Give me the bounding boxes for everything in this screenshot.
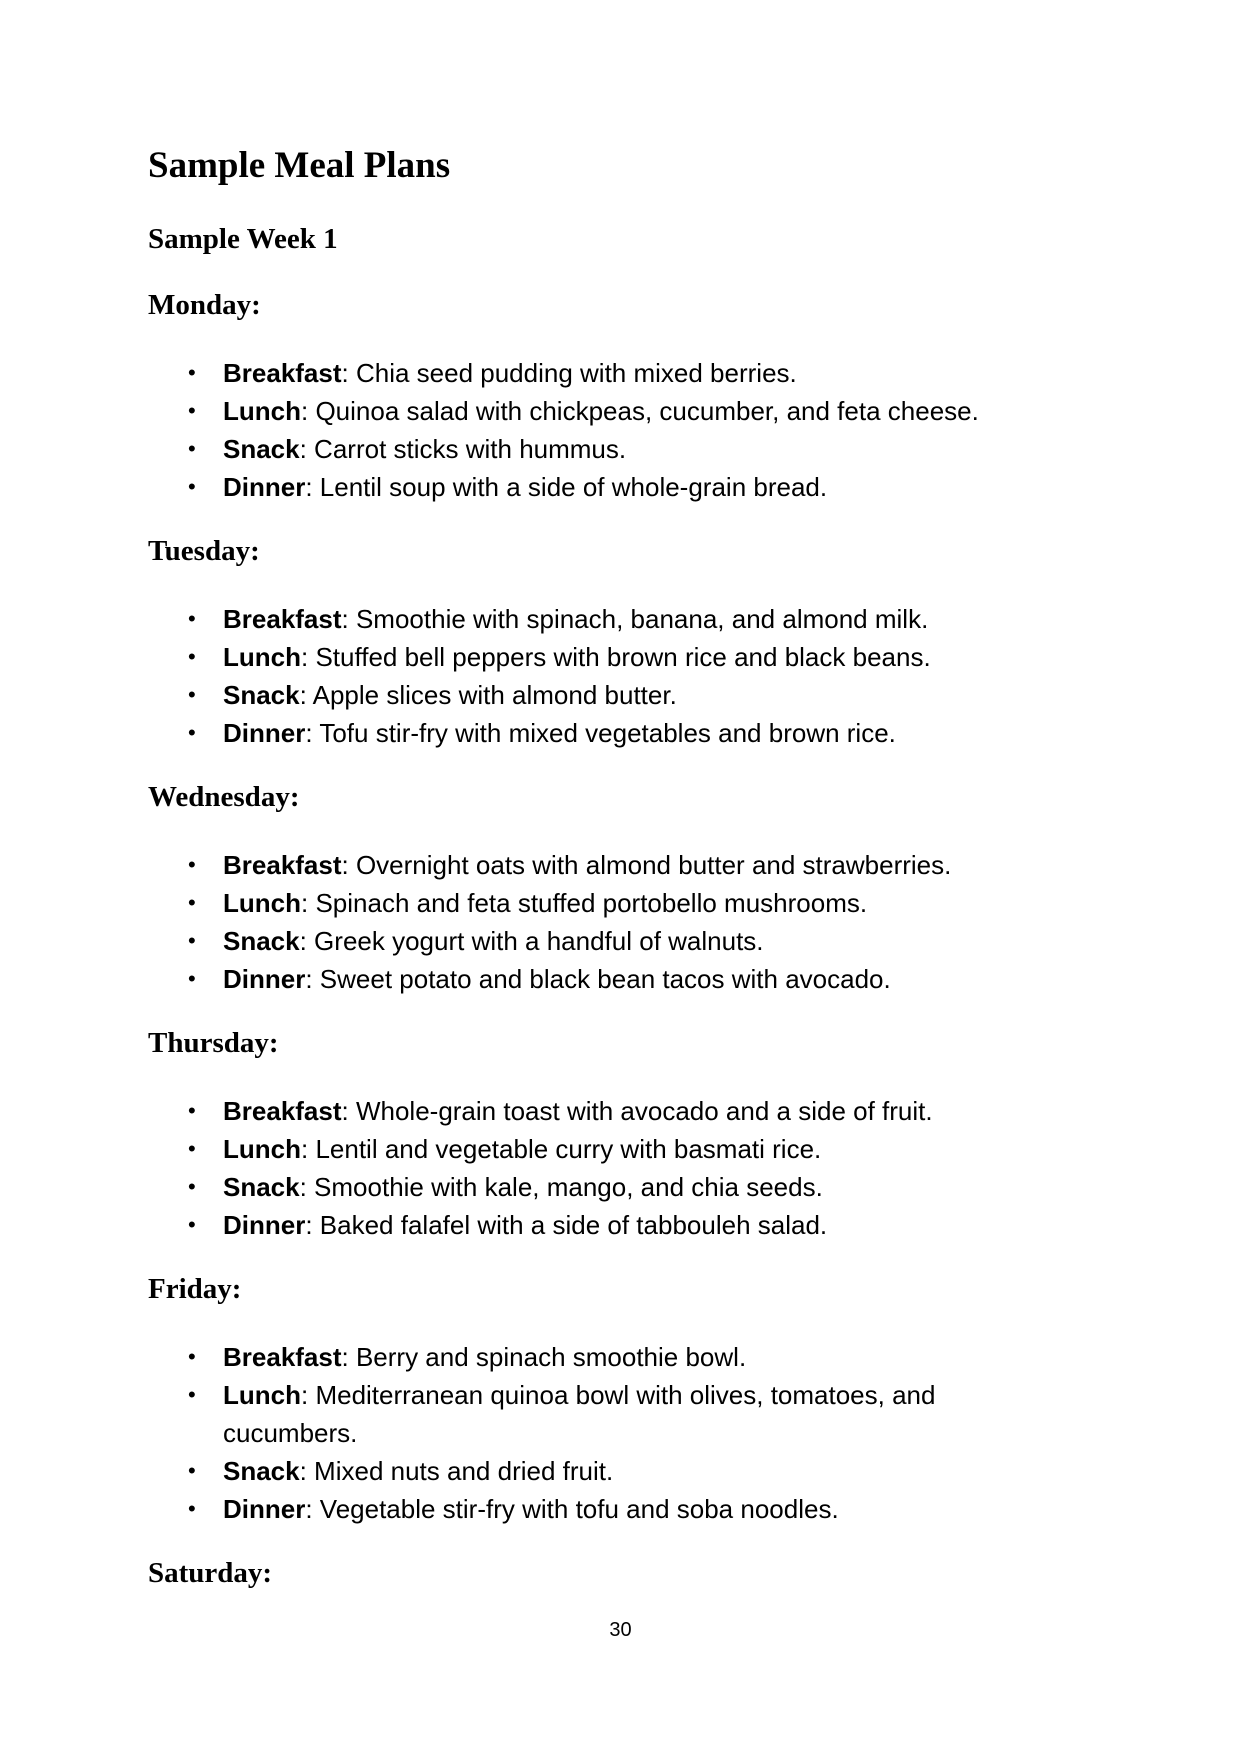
bullet-icon: • xyxy=(188,890,196,915)
list-item xyxy=(0,1206,1241,1244)
list-item xyxy=(0,354,1241,392)
bullet-icon: • xyxy=(188,852,196,877)
meal-description: : Lentil and vegetable curry with basmati rice. xyxy=(301,1134,822,1164)
day-heading-saturday: Saturday: xyxy=(148,1557,273,1589)
meal-label: Breakfast xyxy=(223,1342,342,1372)
meal-description: : Spinach and feta stuffed portobello mushrooms. xyxy=(301,888,868,918)
page-number: 30 xyxy=(609,1619,632,1641)
list-item xyxy=(0,884,1241,922)
meal-label: Snack xyxy=(223,1172,300,1202)
meal-label: Breakfast xyxy=(223,604,342,634)
meal-description: : Quinoa salad with chickpeas, cucumber, and feta cheese. xyxy=(301,396,979,426)
meal-list-friday xyxy=(0,1338,1241,1528)
meal-label: Snack xyxy=(223,434,300,464)
bullet-icon: • xyxy=(188,398,196,423)
meal-label: Dinner xyxy=(223,718,306,748)
list-item xyxy=(0,1130,1241,1168)
list-item xyxy=(0,638,1241,676)
meal-description: : Lentil soup with a side of whole-grain bread. xyxy=(305,472,828,502)
meal-label: Breakfast xyxy=(223,358,342,388)
meal-description: : Apple slices with almond butter. xyxy=(299,680,677,710)
meal-label: Snack xyxy=(223,1456,300,1486)
meal-list-monday xyxy=(0,354,1241,506)
day-heading-friday: Friday: xyxy=(148,1273,242,1305)
meal-label: Dinner xyxy=(223,964,306,994)
bullet-icon: • xyxy=(188,436,196,461)
bullet-icon: • xyxy=(188,606,196,631)
bullet-icon: • xyxy=(188,1382,196,1407)
list-item xyxy=(0,430,1241,468)
bullet-icon: • xyxy=(188,966,196,991)
meal-list-wednesday xyxy=(0,846,1241,998)
bullet-icon: • xyxy=(188,1496,196,1521)
meal-label: Breakfast xyxy=(223,1096,342,1126)
day-heading-monday: Monday: xyxy=(148,289,261,321)
meal-label: Breakfast xyxy=(223,850,342,880)
list-item xyxy=(0,1338,1241,1376)
list-item xyxy=(0,1452,1241,1490)
bullet-icon: • xyxy=(188,644,196,669)
meal-label: Snack xyxy=(223,926,300,956)
bullet-icon: • xyxy=(188,1098,196,1123)
list-item xyxy=(0,392,1241,430)
list-item xyxy=(0,600,1241,638)
meal-label: Lunch xyxy=(223,396,301,426)
meal-list-thursday xyxy=(0,1092,1241,1244)
meal-description: : Overnight oats with almond butter and strawberries. xyxy=(341,850,952,880)
meal-description: : Carrot sticks with hummus. xyxy=(299,434,627,464)
meal-description: : Mediterranean quinoa bowl with olives, tomatoes, and cucumbers. xyxy=(223,1380,936,1448)
day-heading-thursday: Thursday: xyxy=(148,1027,279,1059)
bullet-icon: • xyxy=(188,928,196,953)
meal-label: Dinner xyxy=(223,1210,306,1240)
bullet-icon: • xyxy=(188,720,196,745)
list-item xyxy=(0,714,1241,752)
bullet-icon: • xyxy=(188,682,196,707)
meal-label: Dinner xyxy=(223,472,306,502)
meal-description: : Smoothie with kale, mango, and chia seeds. xyxy=(299,1172,823,1202)
list-item xyxy=(0,960,1241,998)
meal-label: Lunch xyxy=(223,888,301,918)
list-item xyxy=(0,1092,1241,1130)
meal-label: Lunch xyxy=(223,1380,301,1410)
meal-description: : Sweet potato and black bean tacos with avocado. xyxy=(305,964,891,994)
meal-label: Snack xyxy=(223,680,300,710)
bullet-icon: • xyxy=(188,474,196,499)
meal-description: : Vegetable stir-fry with tofu and soba noodles. xyxy=(305,1494,839,1524)
bullet-icon: • xyxy=(188,1458,196,1483)
list-item xyxy=(0,1376,1241,1452)
page-title: Sample Meal Plans xyxy=(148,145,451,186)
list-item xyxy=(0,1168,1241,1206)
meal-description: : Berry and spinach smoothie bowl. xyxy=(341,1342,747,1372)
meal-list-tuesday xyxy=(0,600,1241,752)
day-heading-tuesday: Tuesday: xyxy=(148,535,260,567)
meal-description: : Whole-grain toast with avocado and a side of fruit. xyxy=(341,1096,933,1126)
meal-description: : Greek yogurt with a handful of walnuts. xyxy=(299,926,764,956)
bullet-icon: • xyxy=(188,360,196,385)
list-item xyxy=(0,468,1241,506)
meal-label: Lunch xyxy=(223,1134,301,1164)
list-item xyxy=(0,676,1241,714)
meal-label: Dinner xyxy=(223,1494,306,1524)
day-heading-wednesday: Wednesday: xyxy=(148,781,300,813)
meal-description: : Mixed nuts and dried fruit. xyxy=(299,1456,614,1486)
bullet-icon: • xyxy=(188,1136,196,1161)
bullet-icon: • xyxy=(188,1174,196,1199)
meal-description: : Smoothie with spinach, banana, and almond milk. xyxy=(341,604,929,634)
bullet-icon: • xyxy=(188,1212,196,1237)
meal-description: : Stuffed bell peppers with brown rice and black beans. xyxy=(301,642,931,672)
list-item xyxy=(0,1490,1241,1528)
meal-label: Lunch xyxy=(223,642,301,672)
week-heading: Sample Week 1 xyxy=(148,223,338,255)
bullet-icon: • xyxy=(188,1344,196,1369)
meal-description: : Baked falafel with a side of tabbouleh salad. xyxy=(305,1210,828,1240)
meal-description: : Chia seed pudding with mixed berries. xyxy=(341,358,797,388)
list-item xyxy=(0,922,1241,960)
meal-description: : Tofu stir-fry with mixed vegetables and brown rice. xyxy=(305,718,896,748)
list-item xyxy=(0,846,1241,884)
